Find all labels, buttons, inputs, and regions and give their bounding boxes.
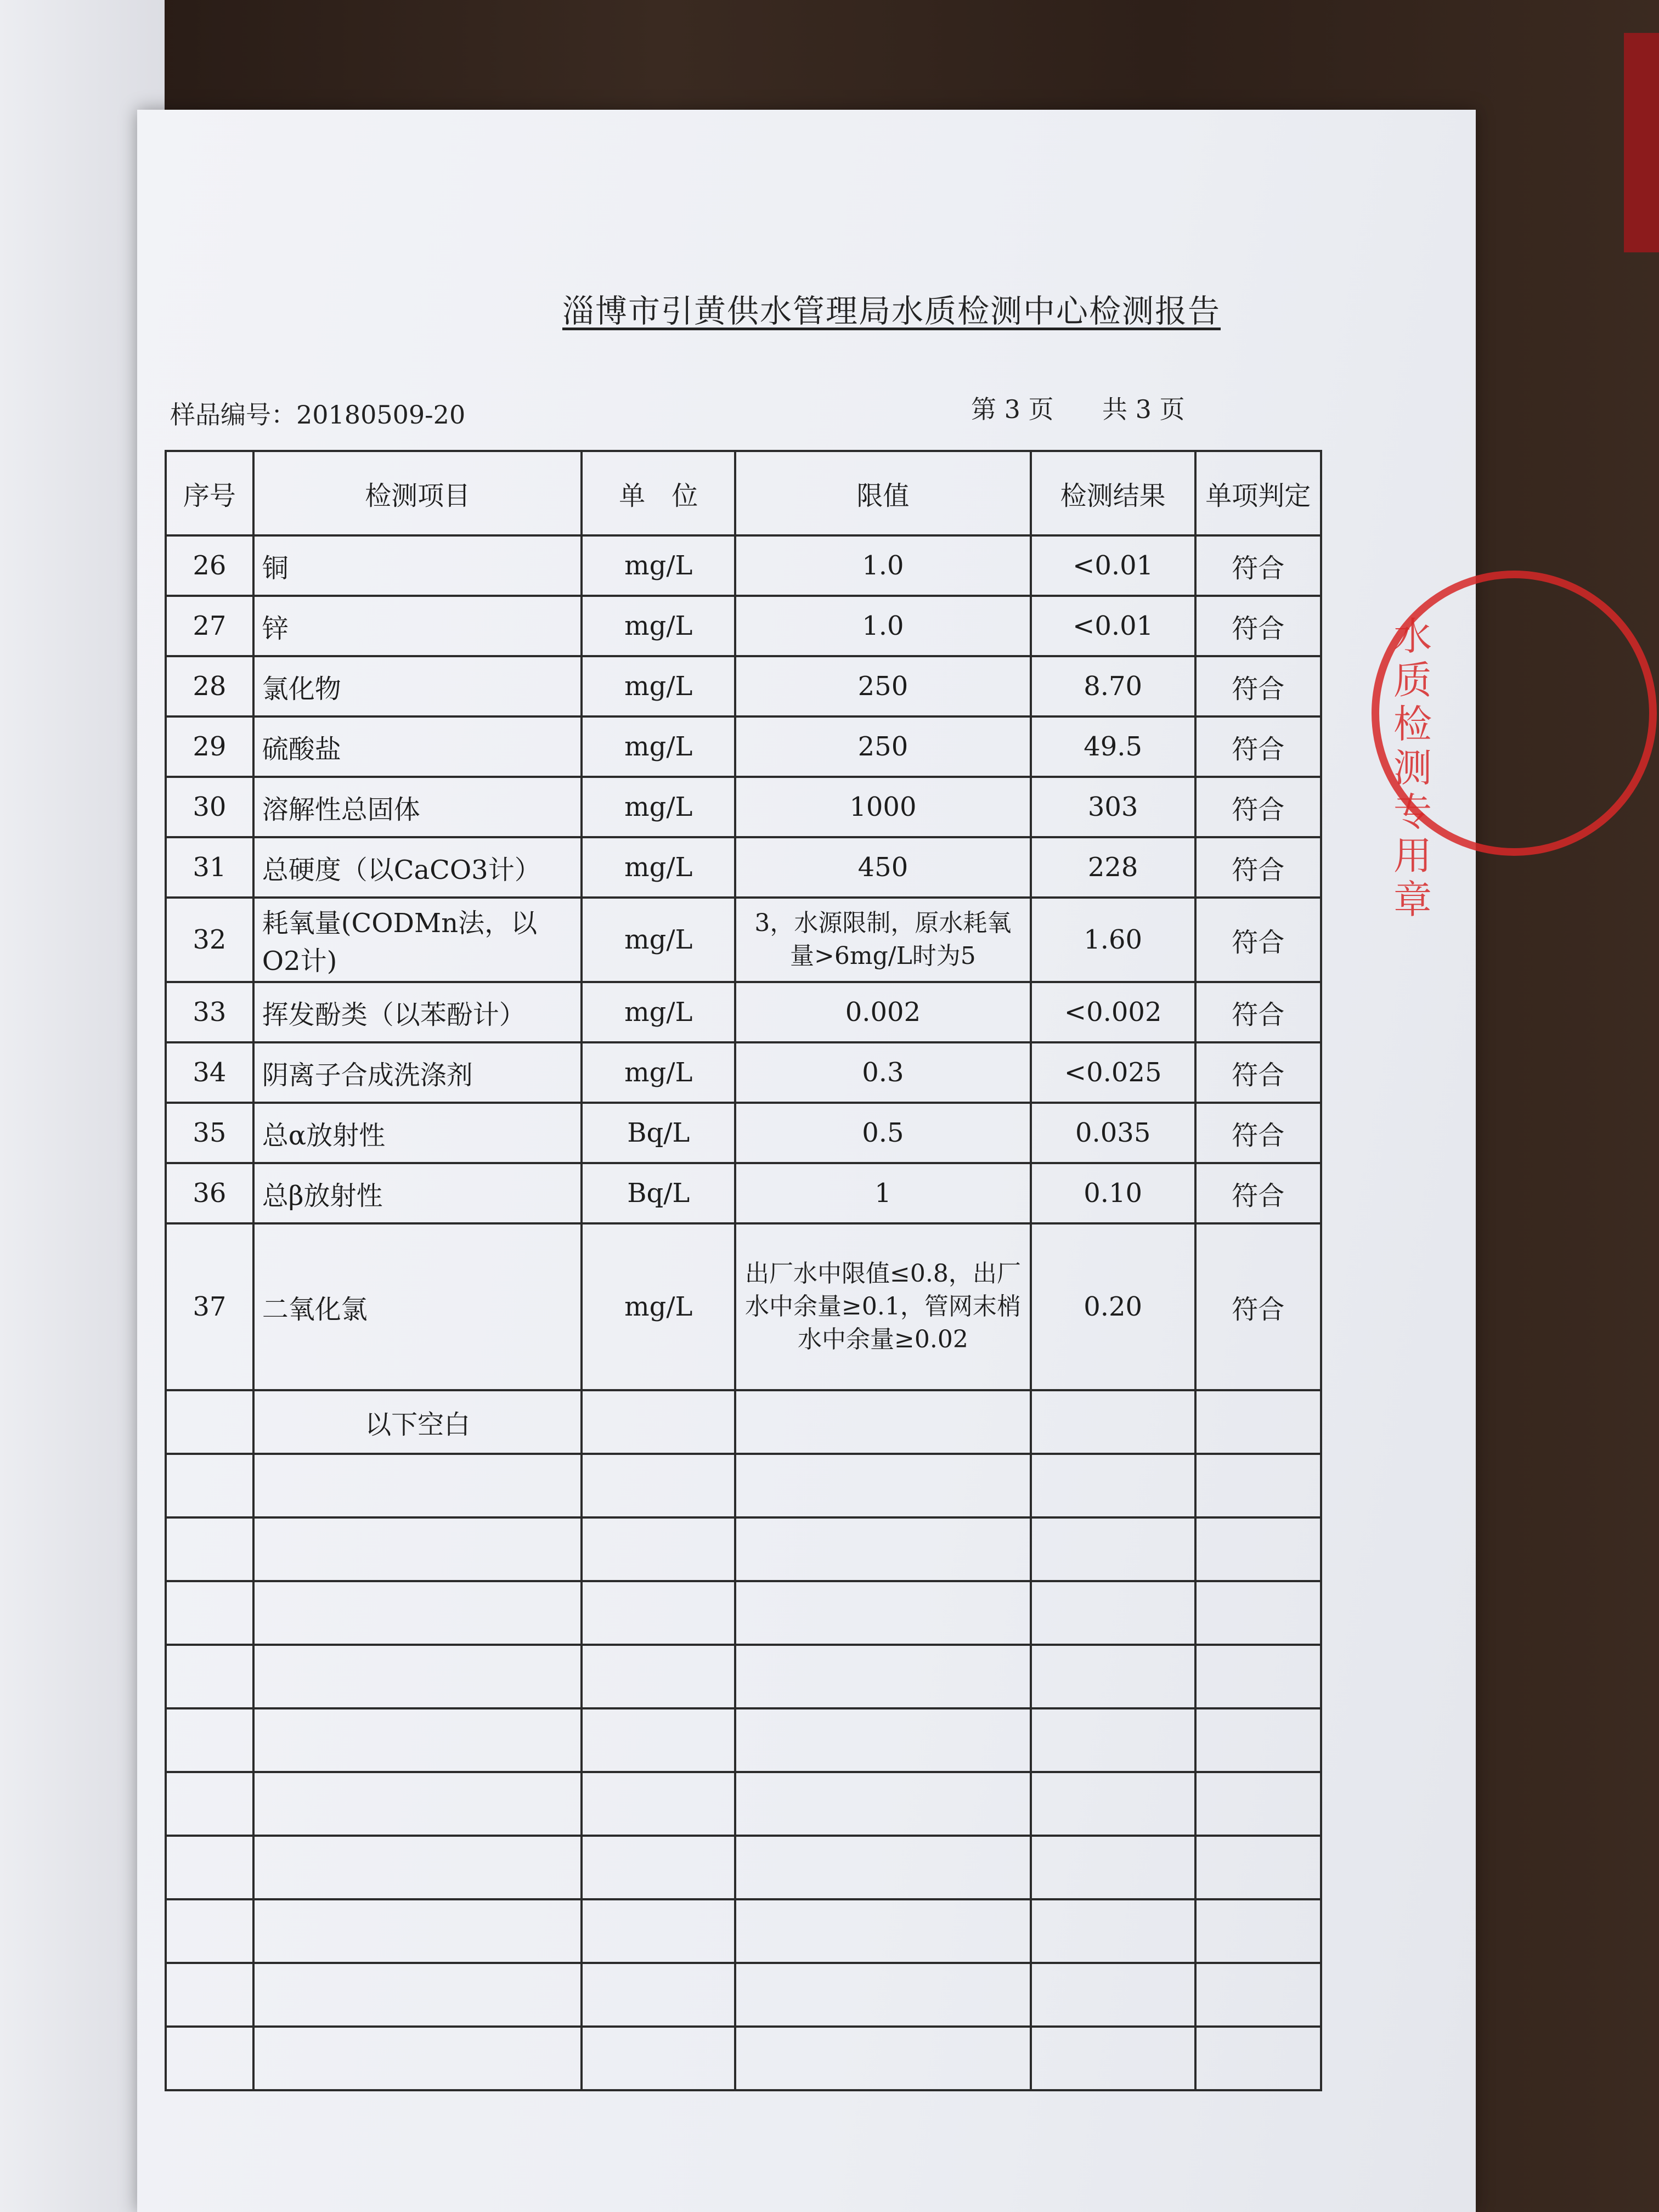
row-limit: 1.0	[735, 535, 1031, 596]
row-no: 27	[166, 596, 253, 656]
row-no: 35	[166, 1103, 253, 1163]
table-row	[166, 1042, 1321, 1103]
table-header-row	[166, 451, 1321, 535]
blank-row	[166, 1963, 1321, 2027]
row-limit: 出厂水中限值≤0.8，出厂水中余量≥0.1，管网末梢水中余量≥0.02	[735, 1223, 1031, 1390]
row-no: 30	[166, 777, 253, 837]
row-unit: mg/L	[582, 837, 735, 898]
blank-note: 以下空白	[253, 1390, 582, 1454]
row-unit: mg/L	[582, 898, 735, 982]
table-row	[166, 656, 1321, 716]
blank-row	[166, 1645, 1321, 1708]
row-judge: 符合	[1195, 837, 1322, 898]
row-item: 耗氧量(CODMn法，以O2计)	[253, 898, 582, 982]
row-result: 228	[1031, 837, 1195, 898]
table-row	[166, 898, 1321, 982]
blank-cell	[166, 1390, 253, 1454]
row-unit: Bq/L	[582, 1103, 735, 1163]
page-info	[971, 390, 1201, 426]
header-no: 序号	[166, 451, 253, 535]
row-no: 26	[166, 535, 253, 596]
seal-text: 水质检测专用章	[1393, 614, 1432, 922]
row-result: 49.5	[1031, 716, 1195, 777]
table-row	[166, 596, 1321, 656]
row-result: 8.70	[1031, 656, 1195, 716]
table-row	[166, 1163, 1321, 1223]
row-limit: 250	[735, 716, 1031, 777]
table-row	[166, 837, 1321, 898]
row-limit: 1.0	[735, 596, 1031, 656]
row-result: <0.01	[1031, 535, 1195, 596]
row-result: 0.035	[1031, 1103, 1195, 1163]
row-judge: 符合	[1195, 1042, 1322, 1103]
row-result: 303	[1031, 777, 1195, 837]
row-judge: 符合	[1195, 596, 1322, 656]
sample-number	[170, 395, 465, 431]
header-judge: 单项判定	[1195, 451, 1322, 535]
row-item: 溶解性总固体	[253, 777, 582, 837]
blank-row	[166, 1517, 1321, 1581]
row-limit: 0.5	[735, 1103, 1031, 1163]
report-title: 淄博市引黄供水管理局水质检测中心检测报告	[562, 292, 1221, 330]
sample-value: 20180509-20	[296, 400, 466, 430]
blank-row	[166, 1581, 1321, 1645]
blank-cell	[1195, 1390, 1322, 1454]
table-row	[166, 535, 1321, 596]
red-book-edge	[1624, 33, 1659, 252]
row-no: 28	[166, 656, 253, 716]
blank-cell	[1031, 1390, 1195, 1454]
row-judge: 符合	[1195, 1223, 1322, 1390]
row-result: <0.002	[1031, 982, 1195, 1042]
page-current: 第 3 页	[971, 394, 1054, 424]
blank-row	[166, 1836, 1321, 1899]
row-item: 二氧化氯	[253, 1223, 582, 1390]
row-result: 0.20	[1031, 1223, 1195, 1390]
row-limit: 450	[735, 837, 1031, 898]
row-item: 总硬度（以CaCO3计）	[253, 837, 582, 898]
table-row	[166, 1103, 1321, 1163]
header-unit: 单 位	[582, 451, 735, 535]
row-unit: mg/L	[582, 982, 735, 1042]
row-item: 挥发酚类（以苯酚计）	[253, 982, 582, 1042]
blank-row	[166, 1899, 1321, 1963]
page-total: 共 3 页	[1102, 394, 1185, 424]
row-unit: mg/L	[582, 1042, 735, 1103]
row-unit: mg/L	[582, 596, 735, 656]
row-result: <0.01	[1031, 596, 1195, 656]
row-limit: 250	[735, 656, 1031, 716]
row-limit: 1	[735, 1163, 1031, 1223]
row-limit: 0.3	[735, 1042, 1031, 1103]
row-unit: mg/L	[582, 1223, 735, 1390]
row-limit: 1000	[735, 777, 1031, 837]
row-judge: 符合	[1195, 898, 1322, 982]
row-result: <0.025	[1031, 1042, 1195, 1103]
row-judge: 符合	[1195, 535, 1322, 596]
row-item: 硫酸盐	[253, 716, 582, 777]
row-no: 29	[166, 716, 253, 777]
row-item: 氯化物	[253, 656, 582, 716]
row-limit: 3，水源限制，原水耗氧量>6mg/L时为5	[735, 898, 1031, 982]
row-judge: 符合	[1195, 1103, 1322, 1163]
row-judge: 符合	[1195, 1163, 1322, 1223]
row-item: 总β放射性	[253, 1163, 582, 1223]
header-item: 检测项目	[253, 451, 582, 535]
results-table	[165, 450, 1322, 2091]
row-no: 31	[166, 837, 253, 898]
row-limit: 0.002	[735, 982, 1031, 1042]
table-row	[166, 777, 1321, 837]
header-result: 检测结果	[1031, 451, 1195, 535]
row-no: 34	[166, 1042, 253, 1103]
blank-note-row	[166, 1390, 1321, 1454]
row-unit: mg/L	[582, 535, 735, 596]
row-item: 锌	[253, 596, 582, 656]
row-unit: mg/L	[582, 716, 735, 777]
row-no: 36	[166, 1163, 253, 1223]
row-judge: 符合	[1195, 656, 1322, 716]
row-judge: 符合	[1195, 777, 1322, 837]
row-item: 总α放射性	[253, 1103, 582, 1163]
row-result: 1.60	[1031, 898, 1195, 982]
table-row	[166, 982, 1321, 1042]
table-row	[166, 716, 1321, 777]
blank-cell	[735, 1390, 1031, 1454]
blank-row	[166, 1772, 1321, 1836]
blank-row	[166, 1708, 1321, 1772]
row-result: 0.10	[1031, 1163, 1195, 1223]
blank-cell	[582, 1390, 735, 1454]
row-no: 33	[166, 982, 253, 1042]
blank-row	[166, 1454, 1321, 1517]
row-item: 铜	[253, 535, 582, 596]
row-no: 37	[166, 1223, 253, 1390]
header-limit: 限值	[735, 451, 1031, 535]
sample-label: 样品编号：	[170, 400, 296, 430]
row-unit: Bq/L	[582, 1163, 735, 1223]
blank-row	[166, 2027, 1321, 2090]
row-unit: mg/L	[582, 656, 735, 716]
row-no: 32	[166, 898, 253, 982]
table-row	[166, 1223, 1321, 1390]
row-item: 阴离子合成洗涤剂	[253, 1042, 582, 1103]
row-judge: 符合	[1195, 982, 1322, 1042]
row-judge: 符合	[1195, 716, 1322, 777]
row-unit: mg/L	[582, 777, 735, 837]
report-page	[137, 110, 1476, 2212]
